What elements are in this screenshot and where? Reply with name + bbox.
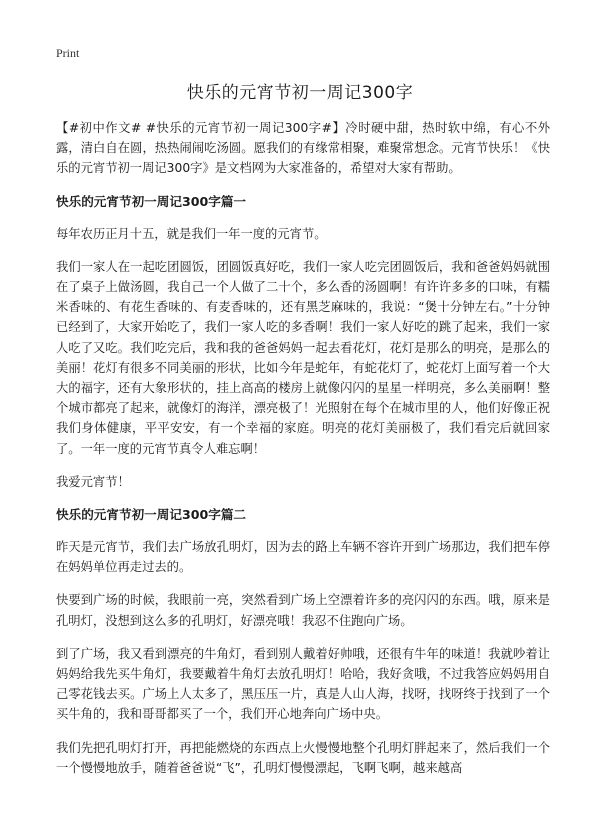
section-heading: 快乐的元宵节初一周记300字篇二 <box>56 507 247 523</box>
section-heading: 快乐的元宵节初一周记300字篇一 <box>56 193 247 209</box>
body-paragraph: 每年农历正月十五，就是我们一年一度的元宵节。 <box>56 226 327 241</box>
body-paragraph: 我爱元宵节！ <box>56 474 130 489</box>
body-paragraph: 快要到广场的时候，我眼前一亮，突然看到广场上空漂着许多的亮闪闪的东西。哦，原来是孔明灯，没想到这么多的孔明灯，好漂亮哦！我忍不住跑向广场。 <box>56 593 550 628</box>
document-title: 快乐的元宵节初一周记300字 <box>186 83 414 103</box>
body-paragraph: 昨天是元宵节，我们去广场放孔明灯，因为去的路上车辆不容许开到广场那边，我们把车停在妈妈单位再走过去的。 <box>56 540 550 575</box>
document-body <box>56 118 550 791</box>
intro-text: 冷时硬中甜，热时软中绵，有心不外露，清白自在圆，热热闹闹吃汤圆。愿我们的有缘常相聚，难聚常想念。元宵节快乐！《快乐的元宵节初一周记300字》是文档网为大家准备的，希望对大家有帮助。 <box>56 121 550 176</box>
body-paragraph: 到了广场，我又看到漂亮的牛角灯，看到别人戴着好帅哦，还很有牛年的味道！我就吵着让妈妈给我先买牛角灯，我要戴着牛角灯去放孔明灯！哈哈，我好贪哦，不过我答应妈妈用自己零花钱去买。广场上人太多了，黑压压一片，真是人山人海，找呀，找呀终于找到了一个买牛角的，我和哥哥都买了一个，我们开心地奔向广场中央。 <box>56 646 550 722</box>
print-label: Print <box>56 46 80 60</box>
body-paragraph: 我们先把孔明灯打开，再把能燃烧的东西点上火慢慢地整个孔明灯胖起来了，然后我们一个一个慢慢地放手，随着爸爸说“飞”，孔明灯慢慢漂起，飞啊飞啊，越来越高 <box>56 740 550 775</box>
intro-tag: 【#初中作文# #快乐的元宵节初一周记300字#】 <box>56 121 346 135</box>
intro-paragraph <box>56 118 550 179</box>
body-paragraph: 我们一家人在一起吃团圆饭，团圆饭真好吃，我们一家人吃完团圆饭后，我和爸爸妈妈就围在了桌子上做汤圆，我自己一个人做了二十个，多么香的汤圆啊！有许许多多的口味，有糯米香味的、有花生香味的、有麦香味的，还有黑芝麻味的，我说：“煲十分钟左右。”十分钟已经到了，大家开始吃了，我们一家人吃的多香啊！我们一家人好吃的跳了起来，我们一家人吃了又吃。我们吃完后，我和我的爸爸妈妈一起去看花灯，花灯是那么的明亮，是那么的美丽！花灯有很多不同美丽的形状，比如今年是蛇年，有蛇花灯了，蛇花灯上面写着一个大大的福字，还有大象形状的，挂上高高的楼房上就像闪闪的星星一样明亮，多么美丽啊！整个城市都亮了起来，就像灯的海洋，漂亮极了！光照射在每个在城市里的人，他们好像正祝我们身体健康，平平安安，有一个幸福的家庭。明亮的花灯美丽极了，我们看完后就回家了。一年一度的元宵节真令人难忘啊！ <box>56 259 550 456</box>
